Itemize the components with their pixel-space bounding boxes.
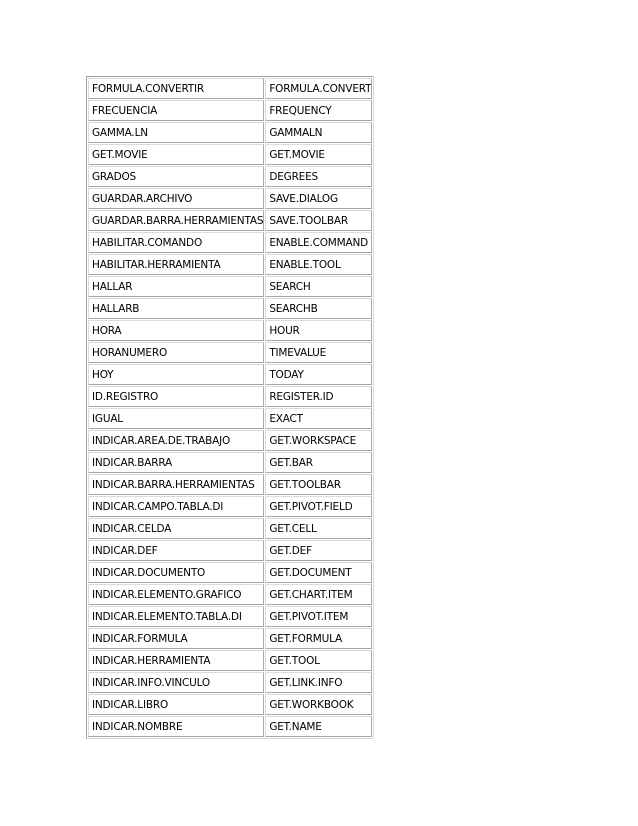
spanish-function-cell: INDICAR.ELEMENTO.GRAFICO xyxy=(88,584,264,605)
table-row xyxy=(88,694,372,715)
english-function-cell: GET.TOOL xyxy=(265,650,372,671)
english-function-cell: EXACT xyxy=(265,408,372,429)
table-row xyxy=(88,298,372,319)
english-function-cell: HOUR xyxy=(265,320,372,341)
spanish-function-cell: GUARDAR.BARRA.HERRAMIENTAS xyxy=(88,210,264,231)
english-function-cell: SAVE.TOOLBAR xyxy=(265,210,372,231)
english-function-cell: TIMEVALUE xyxy=(265,342,372,363)
english-function-cell: GET.MOVIE xyxy=(265,144,372,165)
english-function-cell: DEGREES xyxy=(265,166,372,187)
table-row xyxy=(88,100,372,121)
english-function-cell: GET.BAR xyxy=(265,452,372,473)
spanish-function-cell: INDICAR.ELEMENTO.TABLA.DI xyxy=(88,606,264,627)
english-function-cell: GAMMALN xyxy=(265,122,372,143)
spanish-function-cell: HABILITAR.HERRAMIENTA xyxy=(88,254,264,275)
spanish-function-cell: FRECUENCIA xyxy=(88,100,264,121)
spanish-function-cell: INDICAR.INFO.VINCULO xyxy=(88,672,264,693)
table-row xyxy=(88,232,372,253)
spanish-function-cell: INDICAR.HERRAMIENTA xyxy=(88,650,264,671)
spanish-function-cell: GAMMA.LN xyxy=(88,122,264,143)
spanish-function-cell: INDICAR.CELDA xyxy=(88,518,264,539)
english-function-cell: FORMULA.CONVERT xyxy=(265,78,372,99)
function-translation-table xyxy=(86,76,374,739)
spanish-function-cell: HALLARB xyxy=(88,298,264,319)
spanish-function-cell: INDICAR.LIBRO xyxy=(88,694,264,715)
spanish-function-cell: GRADOS xyxy=(88,166,264,187)
spanish-function-cell: INDICAR.NOMBRE xyxy=(88,716,264,737)
spanish-function-cell: HOY xyxy=(88,364,264,385)
english-function-cell: TODAY xyxy=(265,364,372,385)
table-row xyxy=(88,518,372,539)
english-function-cell: GET.DEF xyxy=(265,540,372,561)
table-row xyxy=(88,166,372,187)
table-row xyxy=(88,144,372,165)
english-function-cell: GET.DOCUMENT xyxy=(265,562,372,583)
table-row xyxy=(88,474,372,495)
english-function-cell: GET.WORKSPACE xyxy=(265,430,372,451)
english-function-cell: GET.CHART.ITEM xyxy=(265,584,372,605)
table-row xyxy=(88,78,372,99)
table-row xyxy=(88,606,372,627)
table-row xyxy=(88,408,372,429)
english-function-cell: GET.PIVOT.FIELD xyxy=(265,496,372,517)
table-row xyxy=(88,364,372,385)
table-row xyxy=(88,210,372,231)
english-function-cell: SEARCH xyxy=(265,276,372,297)
english-function-cell: SEARCHB xyxy=(265,298,372,319)
spanish-function-cell: INDICAR.AREA.DE.TRABAJO xyxy=(88,430,264,451)
table-row xyxy=(88,320,372,341)
english-function-cell: ENABLE.COMMAND xyxy=(265,232,372,253)
spanish-function-cell: HORA xyxy=(88,320,264,341)
spanish-function-cell: INDICAR.BARRA xyxy=(88,452,264,473)
spanish-function-cell: FORMULA.CONVERTIR xyxy=(88,78,264,99)
table-row xyxy=(88,254,372,275)
english-function-cell: GET.WORKBOOK xyxy=(265,694,372,715)
spanish-function-cell: HALLAR xyxy=(88,276,264,297)
spanish-function-cell: IGUAL xyxy=(88,408,264,429)
english-function-cell: GET.CELL xyxy=(265,518,372,539)
table-row xyxy=(88,496,372,517)
spanish-function-cell: GUARDAR.ARCHIVO xyxy=(88,188,264,209)
table-row xyxy=(88,386,372,407)
table-body xyxy=(88,78,372,737)
table-row xyxy=(88,122,372,143)
table-row xyxy=(88,562,372,583)
table-row xyxy=(88,628,372,649)
english-function-cell: REGISTER.ID xyxy=(265,386,372,407)
spanish-function-cell: HORANUMERO xyxy=(88,342,264,363)
spanish-function-cell: INDICAR.DEF xyxy=(88,540,264,561)
table-row xyxy=(88,342,372,363)
english-function-cell: GET.NAME xyxy=(265,716,372,737)
spanish-function-cell: HABILITAR.COMANDO xyxy=(88,232,264,253)
table-row xyxy=(88,650,372,671)
table-row xyxy=(88,584,372,605)
spanish-function-cell: INDICAR.CAMPO.TABLA.DI xyxy=(88,496,264,517)
spanish-function-cell: INDICAR.FORMULA xyxy=(88,628,264,649)
table-row xyxy=(88,188,372,209)
spanish-function-cell: INDICAR.DOCUMENTO xyxy=(88,562,264,583)
english-function-cell: GET.TOOLBAR xyxy=(265,474,372,495)
table-row xyxy=(88,540,372,561)
english-function-cell: GET.PIVOT.ITEM xyxy=(265,606,372,627)
table-row xyxy=(88,430,372,451)
english-function-cell: FREQUENCY xyxy=(265,100,372,121)
spanish-function-cell: INDICAR.BARRA.HERRAMIENTAS xyxy=(88,474,264,495)
english-function-cell: GET.LINK.INFO xyxy=(265,672,372,693)
table-row xyxy=(88,276,372,297)
spanish-function-cell: GET.MOVIE xyxy=(88,144,264,165)
english-function-cell: ENABLE.TOOL xyxy=(265,254,372,275)
table-row xyxy=(88,672,372,693)
spanish-function-cell: ID.REGISTRO xyxy=(88,386,264,407)
english-function-cell: GET.FORMULA xyxy=(265,628,372,649)
table-row xyxy=(88,716,372,737)
english-function-cell: SAVE.DIALOG xyxy=(265,188,372,209)
table-row xyxy=(88,452,372,473)
